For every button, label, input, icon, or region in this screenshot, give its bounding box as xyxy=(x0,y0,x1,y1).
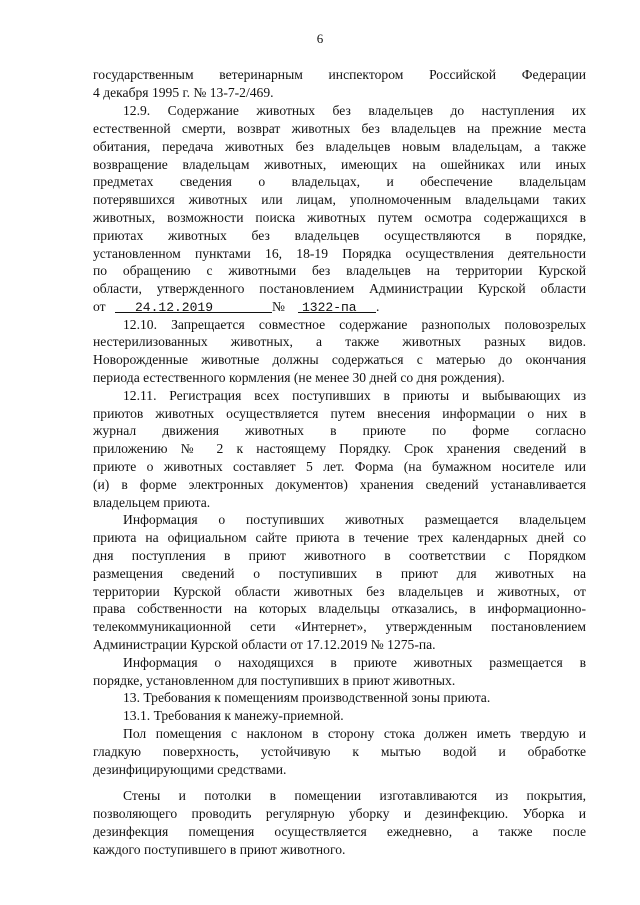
text-line: Пол помещения с наклоном в сторону стока должен иметь твердую и xyxy=(123,726,586,741)
text-line: периода естественного кормления (не менее 30 дней со дня рождения). xyxy=(93,370,505,385)
text-line: приюте о животных составляет 5 лет. Форма (на бумажном носителе или xyxy=(93,459,586,474)
text-line: потерявшихся животных или лицам, уполномоченным владельцами таких xyxy=(93,192,586,207)
text-line: каждого поступившего в приют животного. xyxy=(93,842,346,857)
text-line: приюта на официальном сайте приюта в течение трех календарных дней со xyxy=(93,530,586,545)
text-line: приложению № 2 к настоящему Порядку. Срок хранения сведений в xyxy=(93,441,586,456)
page-number: 6 xyxy=(316,31,324,46)
text-line: по обращению с животными без владельцев на территории Курской xyxy=(93,263,586,278)
text-line: государственным ветеринарным инспектором Российской Федерации xyxy=(93,67,586,82)
text-line: права собственности на которых владельцы отказались, в информационно- xyxy=(93,601,586,616)
text-line: животных, возможности поиска животных путем осмотра содержащихся в xyxy=(93,210,586,225)
text-line: установленном пунктами 16, 18-19 Порядка осуществления деятельности xyxy=(93,246,586,261)
text-line: 12.11. Регистрация всех поступивших в приюты и выбывающих из xyxy=(123,388,586,403)
text-line: 12.10. Запрещается совместное содержание разнополых половозрелых xyxy=(123,317,586,332)
text-line: телекоммуникационной сети «Интернет», утвержденным постановлением xyxy=(93,619,586,634)
text-line: журнал движения животных в приюте по форме согласно xyxy=(93,423,586,438)
text-line: 13.1. Требования к манежу-приемной. xyxy=(123,708,344,723)
text-line: дезинфекция помещения осуществляется ежедневно, а также после xyxy=(93,824,586,839)
text-line: территории Курской области животных без владельцев и животных, от xyxy=(93,584,586,599)
text-line: Информация о поступивших животных размещается владельцем xyxy=(123,512,586,527)
text-line: возвращение владельцам животных, имеющих на ошейниках или иных xyxy=(93,157,586,172)
text-line: порядке, установленном для поступивших в приют животных. xyxy=(93,673,456,688)
text-line: 12.9. Содержание животных без владельцев до наступления их xyxy=(123,103,586,118)
number-sign: № xyxy=(272,299,285,314)
text-line: позволяющего проводить регулярную уборку и дезинфекцию. Уборка и xyxy=(93,806,586,821)
text-line: обитания, передача животных без владельцев новым владельцам, а также xyxy=(93,139,586,154)
resolution-date-line xyxy=(93,298,586,315)
text-line: дня поступления в приют животного в соответствии с Порядком xyxy=(93,548,586,563)
text-line: владельцем приюта. xyxy=(93,495,211,510)
date-suffix: . xyxy=(376,299,380,314)
text-line: Новорожденные животные должны содержаться с матерью до окончания xyxy=(93,352,586,367)
text-line: дезинфицирующими средствами. xyxy=(93,762,287,777)
text-line: приютах животных без владельцев осуществляются в порядке, xyxy=(93,228,586,243)
resolution-number: 1322-па xyxy=(298,299,376,313)
text-line: 4 декабря 1995 г. № 13-7-2/469. xyxy=(93,85,274,100)
text-line: размещения сведений о поступивших в приют для животных на xyxy=(93,566,586,581)
text-line: (и) в форме электронных документов) хранения сведений устанавливается xyxy=(93,477,586,492)
resolution-date: 24.12.2019 xyxy=(115,299,272,313)
text-line: гладкую поверхность, устойчивую к мытью водой и обработке xyxy=(93,744,586,759)
text-line: Стены и потолки в помещении изготавливаются из покрытия, xyxy=(123,788,586,803)
text-line: 13. Требования к помещениям производственной зоны приюта. xyxy=(123,690,491,705)
date-prefix: от xyxy=(93,299,106,314)
text-line: нестерилизованных животных, а также животных разных видов. xyxy=(93,334,586,349)
text-line: Администрации Курской области от 17.12.2019 № 1275-па. xyxy=(93,637,436,652)
text-line: предметах сведения о владельцах, и обеспечение владельцам xyxy=(93,174,586,189)
text-line: области, утвержденного постановлением Администрации Курской области xyxy=(93,281,586,296)
text-line: приютов животных осуществляется путем внесения информации о них в xyxy=(93,406,586,421)
text-line: Информация о находящихся в приюте животных размещается в xyxy=(123,655,586,670)
text-line: естественной смерти, возврат животных без владельцев на прежние места xyxy=(93,121,586,136)
